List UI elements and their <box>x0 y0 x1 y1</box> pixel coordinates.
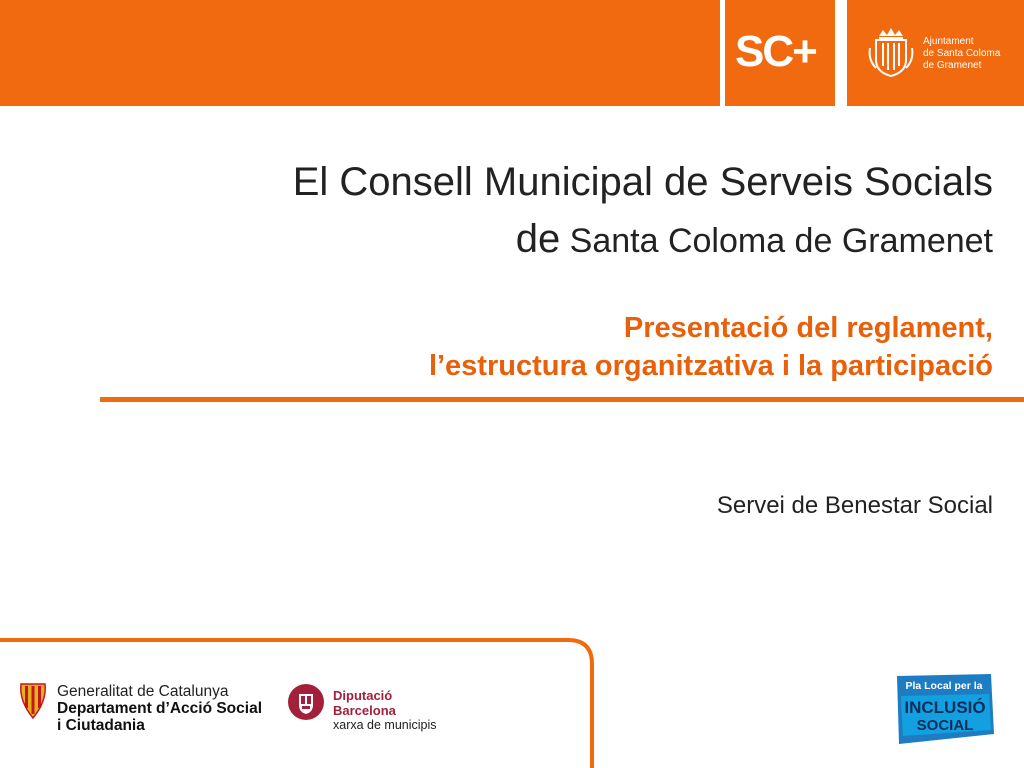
diputacio-seal-icon <box>287 683 325 721</box>
ajuntament-name <box>923 36 1000 72</box>
sc-plus-logo: SC+ <box>735 27 816 76</box>
ajuntament-line-3: de Gramenet <box>923 60 982 71</box>
generalitat-name: Generalitat de Catalunya <box>57 683 229 700</box>
service-name: Servei de Benestar Social <box>716 492 993 519</box>
slide-title-line-2 <box>516 217 993 262</box>
slide-title-line-1: El Consell Municipal de Serveis Socials <box>292 160 993 204</box>
generalitat-department-line-1: Departament d’Acció Social <box>57 700 263 717</box>
pla-local-line-2: INCLUSIÓ <box>904 698 986 717</box>
slide-subtitle-line-2: l’estructura organitzativa i la participació <box>428 350 993 382</box>
ajuntament-line-1: Ajuntament <box>923 36 974 47</box>
diputacio-name-line-2: Barcelona <box>333 703 396 718</box>
diputacio-name-line-1: Diputació <box>333 688 393 703</box>
ajuntament-shield-icon <box>866 26 916 78</box>
title-place: Santa Coloma de Gramenet <box>560 222 993 260</box>
pla-local-inclusio-badge <box>891 672 997 748</box>
pla-local-line-3: SOCIAL <box>916 717 974 734</box>
ajuntament-line-2: de Santa Coloma <box>923 48 1001 59</box>
generalitat-department-line-2: i Ciutadania <box>57 717 145 734</box>
diputacio-tagline: xarxa de municipis <box>333 718 437 732</box>
header-orange-band <box>0 0 720 106</box>
orange-divider <box>100 397 1024 402</box>
slide-subtitle-line-1: Presentació del reglament, <box>623 312 993 344</box>
generalitat-senyera-icon <box>18 682 48 720</box>
title-de: de <box>515 217 561 261</box>
pla-local-line-1: Pla Local per la <box>905 680 983 692</box>
